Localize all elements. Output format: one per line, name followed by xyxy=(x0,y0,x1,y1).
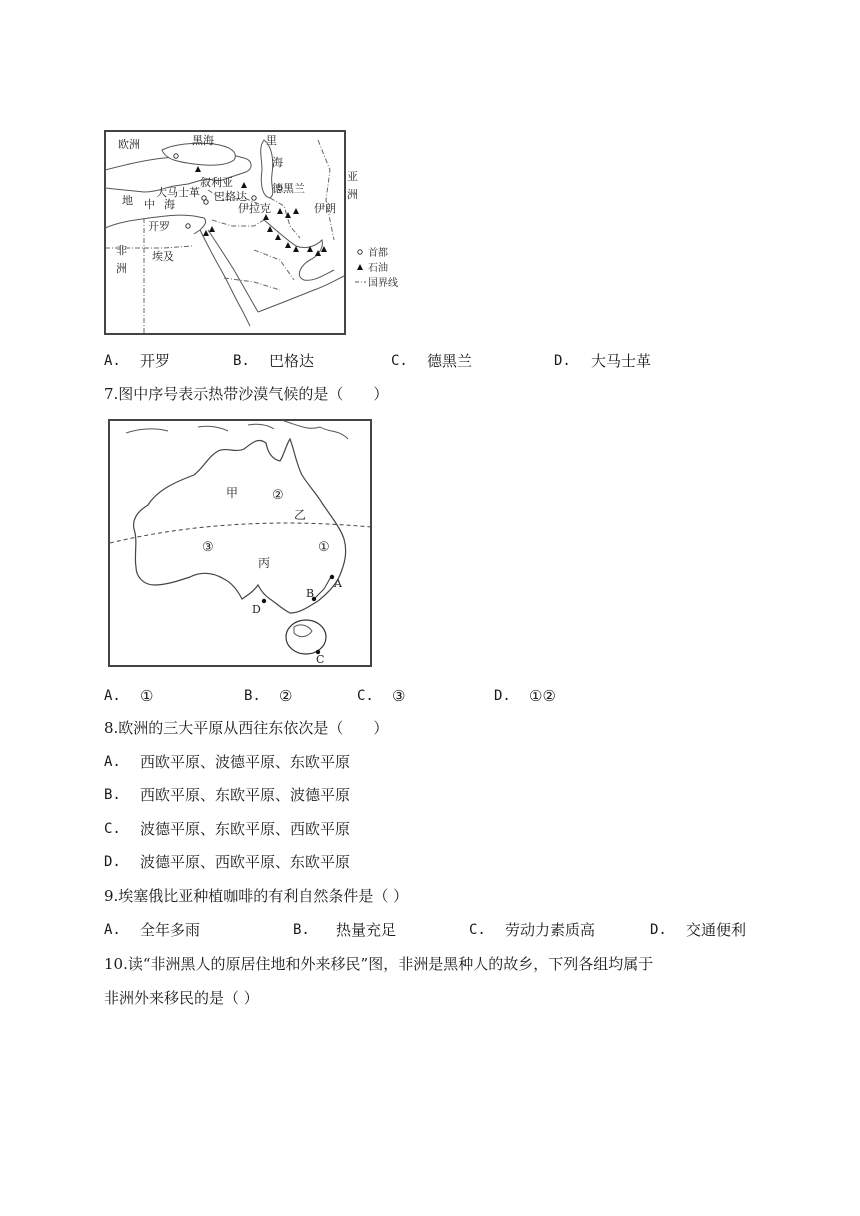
label-asia-1: 亚 xyxy=(347,170,358,183)
q9-stem: 9.埃塞俄比亚种植咖啡的有利自然条件是（ ） xyxy=(104,887,409,905)
q8-option-b-text: 西欧平原、东欧平原、波德平原 xyxy=(140,786,351,804)
q10-stem-line1: 10.读“非洲黑人的原居住地和外来移民”图，非洲是黑种人的故乡，下列各组均属于 xyxy=(104,955,654,973)
australia-map-svg xyxy=(108,419,374,669)
q8-option-b-label: B. xyxy=(104,787,121,803)
label-egypt: 埃及 xyxy=(152,250,174,263)
label-med-1: 地 xyxy=(122,194,133,207)
q7-option-a-text: ① xyxy=(140,687,154,705)
q9-option-b-label: B. xyxy=(293,922,310,938)
label-syria: 叙利亚 xyxy=(200,176,233,189)
label-3: ③ xyxy=(202,540,214,555)
label-caspian-2: 海 xyxy=(272,156,283,169)
label-jia: 甲 xyxy=(226,486,239,500)
label-med-2: 中 xyxy=(144,198,155,211)
label-med-3: 海 xyxy=(164,198,175,211)
label-iran: 伊朗 xyxy=(314,202,336,215)
q8-option-a-label: A. xyxy=(104,754,121,770)
q7-option-c-text: ③ xyxy=(392,687,406,705)
q6-option-d-label: D. xyxy=(554,353,571,369)
label-cairo: 开罗 xyxy=(148,220,170,233)
label-c: C xyxy=(316,653,325,666)
q8-option-d-label: D. xyxy=(104,854,121,870)
q9-option-b-text: 热量充足 xyxy=(336,921,397,939)
q6-option-b-label: B. xyxy=(233,353,250,369)
label-2: ② xyxy=(272,488,284,503)
q7-stem: 7.图中序号表示热带沙漠气候的是（ ） xyxy=(104,385,389,403)
label-1: ① xyxy=(318,540,330,555)
q9-option-a-label: A. xyxy=(104,922,121,938)
q6-option-c-text: 德黑兰 xyxy=(427,352,473,370)
q9-option-a-text: 全年多雨 xyxy=(140,921,201,939)
label-africa-2: 洲 xyxy=(116,262,127,275)
label-black-sea: 黑海 xyxy=(192,134,214,147)
label-d: D xyxy=(252,603,261,616)
q6-option-d-text: 大马士革 xyxy=(591,352,652,370)
q6-option-a-text: 开罗 xyxy=(140,352,171,370)
q9-option-c-label: C. xyxy=(469,922,486,938)
map-legend xyxy=(355,246,398,289)
q7-option-c-label: C. xyxy=(357,688,374,704)
label-asia-2: 洲 xyxy=(347,188,358,201)
q8-option-a-text: 西欧平原、波德平原、东欧平原 xyxy=(140,753,351,771)
label-africa-1: 非 xyxy=(116,244,127,257)
label-europe: 欧洲 xyxy=(118,138,140,151)
q8-option-c-text: 波德平原、东欧平原、西欧平原 xyxy=(140,820,351,838)
q6-option-a-label: A. xyxy=(104,353,121,369)
label-tehran: 德黑兰 xyxy=(272,182,305,195)
legend-capital: 首都 xyxy=(368,248,388,259)
q7-option-a-label: A. xyxy=(104,688,121,704)
q6-option-b-text: 巴格达 xyxy=(269,352,315,370)
q6-option-c-label: C. xyxy=(391,353,408,369)
label-bing: 丙 xyxy=(258,556,271,570)
q8-stem: 8.欧洲的三大平原从西往东依次是（ ） xyxy=(104,719,389,737)
australia-map xyxy=(108,419,374,669)
label-yi: 乙 xyxy=(294,508,307,522)
oil-legend-icon xyxy=(357,264,363,270)
middle-east-map xyxy=(104,130,416,336)
legend-border: 国界线 xyxy=(368,278,398,289)
label-damascus: 大马士革 xyxy=(156,186,200,199)
q9-option-c-text: 劳动力素质高 xyxy=(505,921,596,939)
label-b: B xyxy=(306,587,315,600)
q7-option-b-text: ② xyxy=(279,687,293,705)
label-iraq: 伊拉克 xyxy=(238,202,271,215)
q8-option-d-text: 波德平原、西欧平原、东欧平原 xyxy=(140,853,351,871)
label-baghdad: 巴格达 xyxy=(214,190,247,203)
q8-option-c-label: C. xyxy=(104,821,121,837)
q10-stem-line2: 非洲外来移民的是（ ） xyxy=(104,989,259,1007)
q9-option-d-text: 交通便利 xyxy=(686,921,747,939)
q9-option-d-label: D. xyxy=(650,922,667,938)
label-caspian-1: 里 xyxy=(266,134,277,147)
legend-oil: 石油 xyxy=(368,263,388,274)
label-a: A xyxy=(334,577,342,590)
q7-option-b-label: B. xyxy=(244,688,261,704)
middle-east-map-svg xyxy=(104,130,416,336)
capital-legend-icon xyxy=(358,250,362,254)
q7-option-d-label: D. xyxy=(494,688,511,704)
q7-option-d-text: ①② xyxy=(529,687,556,705)
